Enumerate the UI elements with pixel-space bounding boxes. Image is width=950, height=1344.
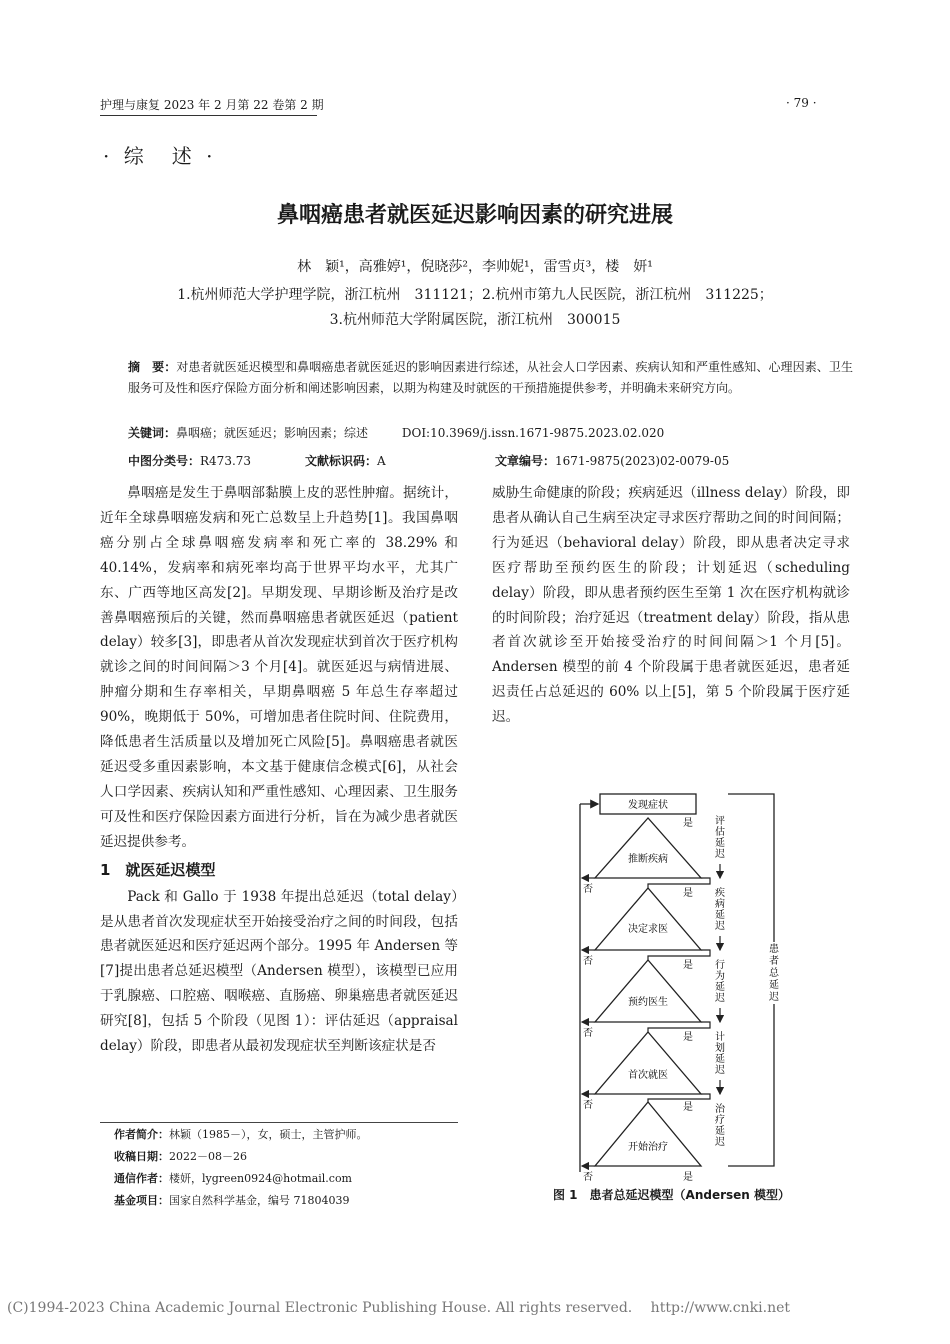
paper-title: 鼻咽癌患者就医延迟影响因素的研究进展: [276, 203, 673, 228]
step-label-4: 首次就医: [628, 1070, 668, 1081]
section-heading-1: 1 就医延迟模型: [100, 860, 216, 879]
footnote-author-label: 作者简介：: [114, 1128, 169, 1141]
doc-code: [305, 451, 386, 472]
no-label-2: 否: [583, 956, 593, 967]
keywords: [128, 423, 853, 444]
stage-labels: [715, 815, 726, 1148]
stage-label-1: 评估延迟: [715, 816, 725, 860]
footnotes: [114, 1124, 368, 1212]
header-rule: [100, 115, 317, 116]
stage-label-5: 治疗延迟: [715, 1104, 725, 1148]
journal-header: 护理与康复 2023 年 2 月第 22 卷第 2 期: [100, 98, 324, 112]
yes-label-1: 是: [683, 818, 693, 829]
intro-paragraph: 鼻咽癌是发生于鼻咽部黏膜上皮的恶性肿瘤。据统计，近年全球鼻咽癌发病和死亡总数呈上升趋势[1]。我国鼻咽癌分别占全球鼻咽癌发病率和死亡率的 38.29% 和 40.14%，发病率和病死率均高于世界平均水平，尤其广东、广西等地区高发[2]。早期发现、早期诊断及治疗是改善鼻咽癌预后的关键，然而鼻咽癌患者就医延迟（patient delay）较多[3]，即患者从首次发现症状到首次于医疗机构就诊之间的时间间隔＞3 个月[4]。就医延迟与病情进展、肿瘤分期和生存率相关，早期鼻咽癌 5 年总生存率超过 90%，晚期低于 50%，可增加患者住院时间、住院费用，降低患者生活质量以及增加死亡风险[5]。鼻咽癌患者就医延迟受多重因素影响，本文基于健康信念模式[6]，从社会人口学因素、疾病认知和严重性感知、心理因素、卫生服务可及性和医疗保险因素方面进行分析，旨在为减少患者就医延迟提供参考。: [100, 485, 458, 850]
yes-label-3: 是: [683, 960, 693, 971]
model-continuation-paragraph: 威胁生命健康的阶段；疾病延迟（illness delay）阶段，即患者从确认自己生病至决定寻求医疗帮助之间的时间间隔；行为延迟（behavioral delay）阶段，即从患者决定寻求医疗帮助至预约医生的阶段；计划延迟（scheduling delay）阶段，即从患者预约医生至第 1 次在医疗机构就诊的时间阶段；治疗延迟（treatment delay）阶段，指从患者首次就诊至开始接受治疗的时间间隔＞1 个月[5]。Andersen 模型的前 4 个阶段属于患者就医延迟，患者延迟责任占总延迟的 60% 以上[5]，第 5 个阶段属于医疗延迟。: [492, 485, 850, 726]
footnote-fund-text: 国家自然科学基金，编号 71804039: [169, 1194, 350, 1207]
authors: 林 颖¹，高雅婷¹，倪晓莎²，李帅妮¹，雷雪贞³，楼 妍¹: [297, 259, 653, 275]
yes-label-5: 是: [683, 1102, 693, 1113]
keywords-label: 关键词：: [128, 426, 177, 440]
stage-label-2: 疾病延迟: [715, 888, 725, 932]
yes-label-6: 是: [683, 1172, 693, 1183]
footnote-rule: [100, 1122, 458, 1123]
no-label-4: 否: [583, 1100, 593, 1111]
article-number: [495, 451, 729, 472]
yes-label-2: 是: [683, 888, 693, 899]
yes-label-4: 是: [683, 1032, 693, 1043]
affiliation-line-1: 1.杭州师范大学护理学院，浙江杭州 311121；2.杭州市第九人民医院，浙江杭州 311225；: [177, 287, 773, 303]
left-column: [100, 481, 458, 1059]
footnote-corresponding-text: 楼妍，lygreen0924@hotmail.com: [169, 1172, 352, 1185]
total-delay-text: 患者总延迟: [769, 944, 779, 1003]
footnote-fund-label: 基金项目：: [114, 1194, 169, 1207]
section-tag: · 综 述 ·: [103, 144, 217, 168]
no-label-5: 否: [583, 1172, 593, 1183]
stage-label-4: 计划延迟: [715, 1032, 725, 1076]
article-number-value: 1671-9875(2023)02-0079-05: [555, 454, 730, 468]
footnote-corresponding: [114, 1168, 368, 1190]
footnote-received-label: 收稿日期：: [114, 1150, 169, 1163]
keywords-text: 鼻咽癌；就医延迟；影响因素；综述: [176, 426, 369, 440]
footnote-author: [114, 1124, 368, 1146]
right-column: [492, 481, 850, 730]
no-label-3: 否: [583, 1028, 593, 1039]
clc-value: R473.73: [200, 454, 252, 468]
clc: [128, 451, 251, 472]
start-box-label: 发现症状: [628, 800, 668, 811]
copyright-line: (C)1994-2023 China Academic Journal Electronic Publishing House. All rights reserved. http://www.cnki.net: [7, 1300, 791, 1316]
clc-label: 中图分类号：: [128, 454, 201, 468]
footnote-author-text: 林颖（1985－），女，硕士，主管护师。: [169, 1128, 368, 1141]
doc-code-label: 文献标识码：: [305, 454, 378, 468]
model-paragraph: Pack 和 Gallo 于 1938 年提出总延迟（total delay）是从患者首次发现症状至开始接受治疗之间的时间段，包括患者就医延迟和医疗延迟两个部分。1995 年 Andersen 等[7]提出患者总延迟模型（Andersen 模型），该模型已应用于乳腺癌、口腔癌、咽喉癌、直肠癌、卵巢癌患者就医延迟研究[8]，包括 5 个阶段（见图 1）：评估延迟（appraisal delay）阶段，即患者从最初发现症状至判断该症状是否: [100, 888, 458, 1055]
footnote-received-text: 2022－08－26: [169, 1150, 247, 1163]
affiliation-line-2: 3.杭州师范大学附属医院，浙江杭州 300015: [329, 312, 621, 328]
footnote-received: [114, 1146, 368, 1168]
total-delay-label: [767, 942, 781, 1004]
abstract: [128, 357, 853, 399]
step-label-5: 开始治疗: [628, 1142, 668, 1153]
doi: DOI:10.3969/j.issn.1671-9875.2023.02.020: [401, 426, 665, 440]
doc-code-value: A: [377, 454, 386, 468]
abstract-text: 对患者就医延迟模型和鼻咽癌患者就医延迟的影响因素进行综述，从社会人口学因素、疾病认知和严重性感知、心理因素、卫生服务可及性和医疗保险方面分析和阐述影响因素，以期为构建及时就医的干预措施提供参考，并明确未来研究方向。: [128, 360, 853, 395]
footnote-corresponding-label: 通信作者：: [114, 1172, 169, 1185]
footnote-fund: [114, 1190, 368, 1212]
andersen-model-figure: [560, 788, 800, 1186]
no-label-1: 否: [583, 884, 593, 895]
step-label-1: 推断疾病: [628, 854, 668, 865]
figure-caption: 图 1 患者总延迟模型（Andersen 模型）: [553, 1188, 791, 1202]
abstract-label: 摘 要：: [128, 360, 177, 374]
page-number: · 79 ·: [786, 96, 817, 110]
article-number-label: 文章编号：: [495, 454, 556, 468]
stage-label-3: 行为延迟: [715, 960, 725, 1004]
step-label-3: 预约医生: [628, 997, 668, 1008]
step-label-2: 决定求医: [628, 924, 668, 935]
